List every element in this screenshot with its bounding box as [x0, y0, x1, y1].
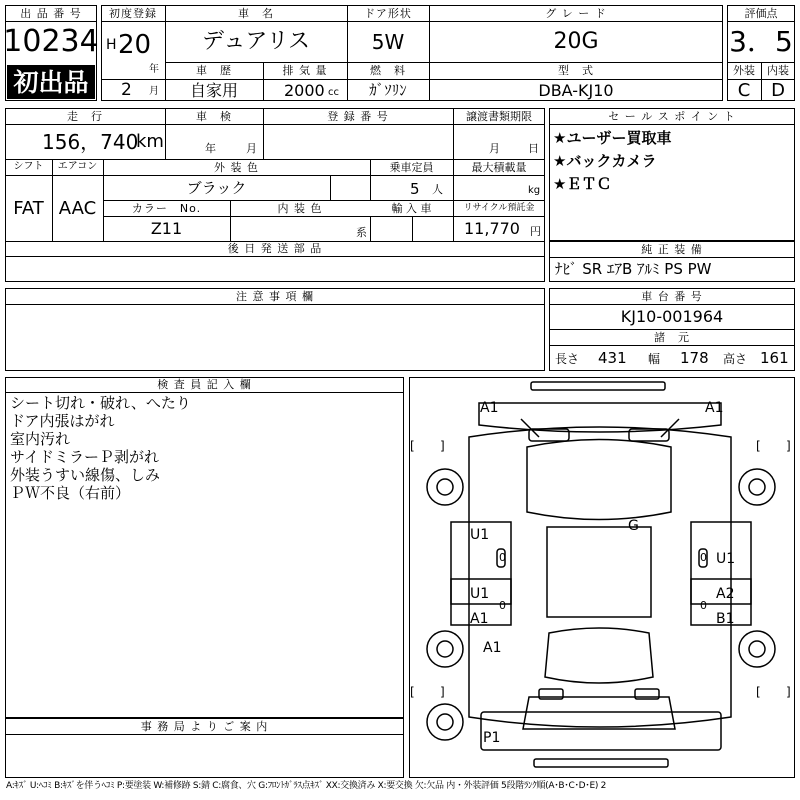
wheel-rear-right	[739, 631, 775, 667]
bracket-right-top: [	[756, 439, 761, 453]
exterior-color-header: 外 装 色	[214, 160, 259, 174]
capacity-header: 乗車定員	[389, 160, 434, 174]
registration-year: 20	[118, 30, 152, 60]
chassis-header: 車 台 番 号	[641, 289, 703, 303]
notes-header: 注 意 事 項 欄	[236, 289, 314, 303]
mark-left-lower-a: A1	[470, 611, 489, 627]
grade-header: グ レ ー ド	[545, 6, 607, 20]
bracket-left-bottom-close: ]	[440, 685, 445, 699]
door-type: 5W	[371, 30, 405, 54]
grade: 20G	[553, 29, 599, 54]
sales-points-header: セ ー ル ス ポ イ ン ト	[608, 109, 736, 123]
capacity: 5	[410, 180, 420, 198]
first-listing-badge: 初出品	[7, 65, 95, 99]
office-info-header: 事 務 局 よ り ご 案 内	[140, 719, 269, 733]
month-unit: 月	[149, 86, 159, 97]
mark-left-lower-u: U1	[470, 586, 490, 602]
transfer-day-unit: 日	[528, 142, 539, 155]
displacement-header: 排 気 量	[282, 64, 328, 77]
interior-color-unit: 系	[356, 226, 367, 239]
windshield	[527, 440, 671, 520]
sales-point-2: ★バックカメラ	[553, 152, 657, 170]
mileage: 156，740	[42, 130, 139, 154]
lot-number: 10234	[3, 24, 99, 59]
height-label: 高さ	[723, 352, 748, 366]
history-header: 車 歴	[196, 64, 232, 77]
shift-header: シフト	[13, 161, 44, 172]
model-code-header: 型 式	[558, 64, 594, 77]
mark-left-rear: A1	[483, 640, 502, 656]
exterior-color: ブラック	[186, 178, 247, 197]
inspector-note-1: シート切れ・破れ、へたり	[10, 394, 191, 412]
recycle-unit: 円	[530, 225, 541, 238]
sales-point-3: ★ＥＴＣ	[553, 175, 612, 193]
mileage-header: 走 行	[67, 109, 103, 123]
inspector-note-3: 室内汚れ	[10, 430, 71, 448]
wheel-rear-left	[427, 631, 463, 667]
transfer-deadline-header: 譲渡書類期限	[466, 109, 532, 123]
bracket-right-bottom-close: ]	[786, 685, 791, 699]
registration-number-header: 登 録 番 号	[327, 109, 389, 123]
bracket-right-top-close: ]	[786, 439, 791, 453]
rear-hatch	[523, 697, 675, 729]
front-bumper	[531, 382, 665, 390]
mark-right-lower-a: A2	[716, 586, 735, 602]
mark-right-upper: U1	[716, 551, 736, 567]
capacity-unit: 人	[432, 183, 443, 196]
roof	[547, 527, 651, 617]
lot-number-header: 出 品 番 号	[20, 6, 82, 20]
wheel-front-right	[739, 469, 775, 505]
recycle-header: リサイクル預託金	[463, 202, 535, 213]
inspection-month-unit: 月	[246, 142, 257, 155]
model-code: DBA-KJ10	[538, 80, 614, 100]
door-header: ドア形状	[364, 6, 412, 20]
history: 自家用	[189, 80, 238, 100]
car-name-header: 車 名	[238, 6, 274, 20]
bracket-left-bottom: [	[410, 685, 415, 699]
mark-front-right: A1	[705, 400, 724, 416]
inspector-note-2: ドア内張はがれ	[10, 412, 115, 430]
year-unit: 年	[149, 64, 159, 75]
interior-grade: D	[771, 79, 785, 101]
inspector-note-5: 外装うすい線傷、しみ	[10, 466, 161, 484]
color-no-header: カラー No.	[131, 201, 202, 215]
exterior-grade: C	[737, 79, 751, 101]
exterior-grade-header: 外装	[733, 64, 755, 77]
interior-color-header: 内 装 色	[277, 201, 323, 215]
aircon: AAC	[58, 197, 97, 219]
sales-point-1: ★ユーザー買取車	[553, 129, 672, 147]
bracket-right-bottom: [	[756, 685, 761, 699]
rear-bumper	[481, 712, 721, 750]
displacement-unit: cc	[328, 87, 339, 98]
dimensions-header: 諸 元	[654, 330, 690, 344]
mirror-mark-right: 0	[700, 551, 707, 564]
inspector-note-4: サイドミラーＰ剥がれ	[10, 448, 159, 466]
registration-month: 2	[121, 80, 132, 100]
later-parts-header: 後 日 発 送 部 品	[227, 242, 323, 255]
first-registration-header: 初度登録	[109, 6, 157, 20]
height-value: 161	[760, 349, 789, 367]
bracket-left-top-close: ]	[440, 439, 445, 453]
mark-left-upper: U1	[470, 527, 490, 543]
mark-right-lower-b: B1	[716, 611, 735, 627]
mark-bottom: P1	[483, 730, 501, 746]
max-load-unit: kg	[528, 185, 541, 196]
fuel: ｶﾞｿﾘﾝ	[369, 81, 407, 99]
car-name: デュアリス	[201, 29, 311, 54]
shift: FAT	[13, 197, 44, 219]
interior-grade-header: 内装	[767, 64, 789, 77]
length-label: 長さ	[555, 352, 580, 366]
length-value: 431	[598, 349, 627, 367]
recycle-fee: 11,770	[464, 219, 520, 238]
spare-wheel	[427, 704, 463, 740]
handle-mark-left: 0	[499, 599, 506, 612]
mileage-unit: km	[136, 131, 164, 152]
inspector-note-6: ＰＷ不良（右前）	[10, 484, 131, 502]
mark-roof: G	[628, 518, 639, 534]
width-label: 幅	[648, 352, 661, 366]
equipment-list: ﾅﾋﾞ SR ｴｱB ｱﾙﾐ PS PW	[555, 260, 712, 278]
width-value: 178	[680, 349, 709, 367]
car-diagram	[409, 377, 795, 778]
color-no: Z11	[150, 219, 183, 238]
fuel-header: 燃 料	[370, 64, 406, 77]
mirror-mark-left: 0	[499, 551, 506, 564]
chassis-number: KJ10-001964	[620, 307, 724, 326]
era: H	[106, 37, 117, 53]
displacement: 2000	[284, 81, 325, 100]
inspection-year-unit: 年	[205, 142, 216, 155]
inspection-header: 車 検	[196, 109, 232, 123]
wheel-front-left	[427, 469, 463, 505]
equipment-header: 純 正 装 備	[641, 242, 703, 256]
mark-front-left: A1	[480, 400, 499, 416]
rear-window	[545, 628, 653, 683]
transfer-month-unit: 月	[489, 142, 500, 155]
evaluation-score: 3．5	[729, 25, 793, 58]
bracket-left-top: [	[410, 439, 415, 453]
score-header: 評価点	[744, 6, 778, 20]
handle-mark-right: 0	[700, 599, 707, 612]
max-load-header: 最大積載量	[471, 160, 527, 174]
import-header: 輸 入 車	[391, 201, 432, 215]
legend: A:ｷｽﾞ U:ﾍｺﾐ B:ｷｽﾞを伴うﾍｺﾐ P:要塗装 W:補修跡 S:錆 C:腐食、穴 G:ﾌﾛﾝﾄｶﾞﾗｽ点ｷｽﾞ XX:交換済み X:要交換 欠:欠品 内・外装評価 5段階ﾗﾝｸ順(A･B･C･D･E) 2	[6, 781, 607, 791]
aircon-header: エアコン	[57, 161, 98, 172]
inspector-notes-header: 検 査 員 記 入 欄	[157, 378, 252, 391]
